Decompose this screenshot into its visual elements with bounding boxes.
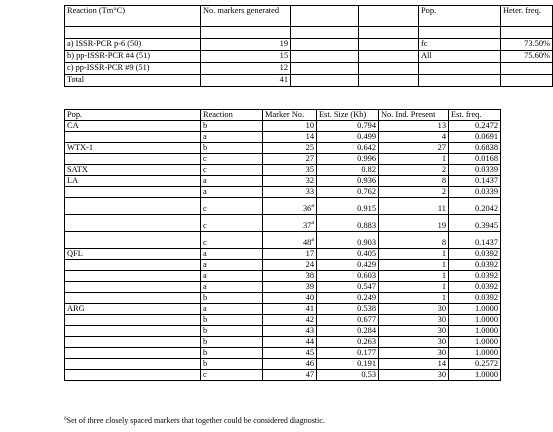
marker-pop [65, 326, 201, 337]
table-row [65, 121, 501, 132]
summary-markers: 41 [201, 75, 291, 87]
footnote-ref: a [311, 220, 314, 227]
marker-number-value: 44 [305, 337, 314, 346]
marker-number [263, 215, 317, 232]
marker-number [263, 271, 317, 282]
marker-reaction: b [201, 326, 263, 337]
table-row [65, 359, 501, 370]
marker-freq: 0.0339 [449, 187, 501, 198]
marker-number-value: 25 [305, 143, 314, 152]
footnote-ref: a [311, 203, 314, 210]
marker-number [263, 198, 317, 215]
summary-pop: All [419, 51, 501, 63]
summary-heter: 73.50% [501, 39, 553, 51]
marker-freq: 0.0339 [449, 165, 501, 176]
marker-number [263, 370, 317, 381]
table-row [65, 51, 553, 63]
marker-reaction: b [201, 348, 263, 359]
footnote-text: Set of three closely spaced markers that together could be considered diagnostic. [66, 416, 325, 425]
marker-pop: LA [65, 176, 201, 187]
marker-pop [65, 315, 201, 326]
marker-number [263, 249, 317, 260]
marker-number-value: 35 [305, 165, 314, 174]
marker-size: 0.53 [317, 370, 379, 381]
marker-freq: 0.0392 [449, 249, 501, 260]
marker-reaction: a [201, 260, 263, 271]
marker-table [64, 109, 501, 381]
table-row [65, 187, 501, 198]
marker-freq: 0.0392 [449, 260, 501, 271]
marker-pop [65, 348, 201, 359]
marker-size: 0.547 [317, 282, 379, 293]
summary-pop: fc [419, 39, 501, 51]
marker-present: 8 [379, 232, 449, 249]
marker-freq: 0.0392 [449, 293, 501, 304]
marker-reaction: a [201, 176, 263, 187]
marker-reaction: c [201, 198, 263, 215]
marker-pop [65, 232, 201, 249]
marker-pop [65, 215, 201, 232]
marker-number-value: 40 [305, 293, 314, 302]
marker-pop [65, 198, 201, 215]
table-row [65, 143, 501, 154]
marker-size: 0.794 [317, 121, 379, 132]
summary-reaction: a) ISSR-PCR p-6 (50) [65, 39, 201, 51]
marker-number-value: 32 [305, 176, 314, 185]
marker-number [263, 359, 317, 370]
marker-number-value: 48 [302, 238, 312, 247]
marker-present: 30 [379, 337, 449, 348]
marker-pop [65, 359, 201, 370]
marker-freq: 0.2472 [449, 121, 501, 132]
marker-size: 0.903 [317, 232, 379, 249]
summary-markers: 19 [201, 39, 291, 51]
summary-header-empty-2 [359, 6, 419, 27]
marker-reaction: c [201, 154, 263, 165]
marker-present: 30 [379, 304, 449, 315]
marker-pop: CA [65, 121, 201, 132]
marker-number-value: 46 [305, 359, 314, 368]
summary-reaction: c) pp-ISSR-PCR #9 (51) [65, 63, 201, 75]
table-row [65, 282, 501, 293]
marker-number [263, 337, 317, 348]
marker-pop [65, 260, 201, 271]
marker-number-value: 39 [305, 282, 314, 291]
marker-number [263, 143, 317, 154]
marker-reaction: b [201, 359, 263, 370]
marker-size: 0.405 [317, 249, 379, 260]
marker-reaction: b [201, 337, 263, 348]
marker-present: 14 [379, 359, 449, 370]
marker-freq: 1.0000 [449, 337, 501, 348]
footnote-mark: a [64, 415, 67, 422]
marker-pop [65, 337, 201, 348]
marker-pop: ARG [65, 304, 201, 315]
marker-pop [65, 293, 201, 304]
summary-header-markers: No. markers generated [201, 6, 291, 27]
marker-freq: 0.0691 [449, 132, 501, 143]
marker-present: 30 [379, 348, 449, 359]
table-row [65, 39, 553, 51]
marker-size: 0.177 [317, 348, 379, 359]
marker-reaction: c [201, 232, 263, 249]
marker-pop [65, 187, 201, 198]
table-row [65, 370, 501, 381]
marker-reaction: b [201, 293, 263, 304]
marker-present: 1 [379, 282, 449, 293]
marker-pop [65, 370, 201, 381]
marker-freq: 1.0000 [449, 348, 501, 359]
table-row [65, 348, 501, 359]
table-row [65, 315, 501, 326]
marker-number-value: 14 [305, 132, 314, 141]
marker-pop [65, 271, 201, 282]
table-row [65, 271, 501, 282]
marker-freq: 0.2572 [449, 359, 501, 370]
table-row [65, 63, 553, 75]
marker-freq: 1.0000 [449, 304, 501, 315]
summary-header-pop: Pop. [419, 6, 501, 27]
marker-number [263, 132, 317, 143]
table-row [65, 326, 501, 337]
marker-freq: 0.0392 [449, 282, 501, 293]
marker-number-value: 45 [305, 348, 314, 357]
summary-header-row [65, 6, 553, 27]
summary-header-reaction: Reaction (Tm°C) [65, 6, 201, 27]
marker-present: 27 [379, 143, 449, 154]
marker-number [263, 304, 317, 315]
marker-number [263, 282, 317, 293]
marker-number-value: 47 [305, 370, 314, 379]
marker-number [263, 121, 317, 132]
marker-header-row [65, 110, 501, 121]
marker-reaction: a [201, 282, 263, 293]
marker-number-value: 38 [305, 271, 314, 280]
marker-present: 1 [379, 154, 449, 165]
marker-number-value: 24 [305, 260, 314, 269]
marker-pop [65, 132, 201, 143]
table-row [65, 165, 501, 176]
marker-pop [65, 282, 201, 293]
marker-number-value: 37 [302, 221, 312, 230]
marker-number-value: 36 [302, 204, 312, 213]
summary-reaction: Total [65, 75, 201, 87]
marker-header-reaction: Reaction [201, 110, 263, 121]
marker-present: 1 [379, 249, 449, 260]
marker-present: 30 [379, 370, 449, 381]
marker-size: 0.603 [317, 271, 379, 282]
marker-freq: 1.0000 [449, 370, 501, 381]
marker-size: 0.936 [317, 176, 379, 187]
table-row [65, 75, 553, 87]
table-row [65, 198, 501, 215]
summary-table [64, 5, 553, 87]
marker-pop: QFL [65, 249, 201, 260]
marker-present: 4 [379, 132, 449, 143]
marker-size: 0.996 [317, 154, 379, 165]
marker-number-value: 33 [305, 187, 314, 196]
marker-number [263, 326, 317, 337]
marker-number [263, 348, 317, 359]
marker-number-value: 27 [305, 154, 314, 163]
marker-number [263, 315, 317, 326]
table-row [65, 232, 501, 249]
marker-table-body [65, 121, 501, 381]
marker-number [263, 154, 317, 165]
marker-number [263, 293, 317, 304]
marker-header-present: No. Ind. Present [379, 110, 449, 121]
marker-size: 0.82 [317, 165, 379, 176]
marker-freq: 1.0000 [449, 326, 501, 337]
summary-spacer-row [65, 27, 553, 39]
table-row [65, 154, 501, 165]
marker-freq: 0.1437 [449, 232, 501, 249]
marker-size: 0.762 [317, 187, 379, 198]
table-row [65, 132, 501, 143]
marker-reaction: b [201, 121, 263, 132]
summary-markers: 15 [201, 51, 291, 63]
marker-number [263, 176, 317, 187]
marker-present: 30 [379, 315, 449, 326]
marker-size: 0.284 [317, 326, 379, 337]
table-row [65, 304, 501, 315]
marker-freq: 1.0000 [449, 315, 501, 326]
marker-present: 19 [379, 215, 449, 232]
marker-present: 11 [379, 198, 449, 215]
marker-present: 1 [379, 293, 449, 304]
marker-present: 1 [379, 260, 449, 271]
marker-freq: 0.1437 [449, 176, 501, 187]
marker-freq: 0.2042 [449, 198, 501, 215]
marker-freq: 0.0168 [449, 154, 501, 165]
marker-present: 8 [379, 176, 449, 187]
marker-pop: WTX-1 [65, 143, 201, 154]
marker-freq: 0.6838 [449, 143, 501, 154]
marker-header-marker: Marker No. [263, 110, 317, 121]
marker-number-value: 41 [305, 304, 314, 313]
marker-present: 2 [379, 187, 449, 198]
marker-size: 0.191 [317, 359, 379, 370]
marker-header-freq: Est. freq. [449, 110, 501, 121]
summary-markers: 12 [201, 63, 291, 75]
table-row [65, 215, 501, 232]
table-row [65, 249, 501, 260]
marker-number-value: 10 [305, 121, 314, 130]
marker-number-value: 43 [305, 326, 314, 335]
table-row [65, 293, 501, 304]
table-row [65, 337, 501, 348]
marker-header-pop: Pop. [65, 110, 201, 121]
marker-reaction: c [201, 215, 263, 232]
marker-present: 13 [379, 121, 449, 132]
summary-header-empty-1 [291, 6, 359, 27]
marker-number [263, 165, 317, 176]
marker-reaction: a [201, 249, 263, 260]
marker-size: 0.642 [317, 143, 379, 154]
marker-number [263, 232, 317, 249]
marker-reaction: b [201, 315, 263, 326]
summary-reaction: b) pp-ISSR-PCR #4 (51) [65, 51, 201, 63]
marker-reaction: c [201, 370, 263, 381]
marker-number-value: 17 [305, 249, 314, 258]
footnote [64, 416, 325, 425]
marker-present: 1 [379, 271, 449, 282]
marker-pop: SATX [65, 165, 201, 176]
marker-size: 0.538 [317, 304, 379, 315]
table-row [65, 260, 501, 271]
marker-reaction: a [201, 132, 263, 143]
marker-present: 2 [379, 165, 449, 176]
marker-size: 0.249 [317, 293, 379, 304]
marker-pop [65, 154, 201, 165]
marker-reaction: c [201, 165, 263, 176]
marker-number [263, 260, 317, 271]
table-row [65, 176, 501, 187]
marker-size: 0.915 [317, 198, 379, 215]
marker-size: 0.263 [317, 337, 379, 348]
marker-reaction: a [201, 187, 263, 198]
marker-reaction: b [201, 143, 263, 154]
marker-size: 0.883 [317, 215, 379, 232]
marker-number [263, 187, 317, 198]
marker-freq: 0.0392 [449, 271, 501, 282]
marker-header-size: Est. Size (Kb) [317, 110, 379, 121]
marker-freq: 0.3945 [449, 215, 501, 232]
summary-header-heter: Heter. freq. [501, 6, 553, 27]
marker-number-value: 42 [305, 315, 314, 324]
footnote-ref: a [311, 237, 314, 244]
marker-present: 30 [379, 326, 449, 337]
marker-size: 0.499 [317, 132, 379, 143]
marker-reaction: a [201, 271, 263, 282]
marker-size: 0.677 [317, 315, 379, 326]
marker-reaction: a [201, 304, 263, 315]
summary-heter: 75.60% [501, 51, 553, 63]
marker-size: 0.429 [317, 260, 379, 271]
